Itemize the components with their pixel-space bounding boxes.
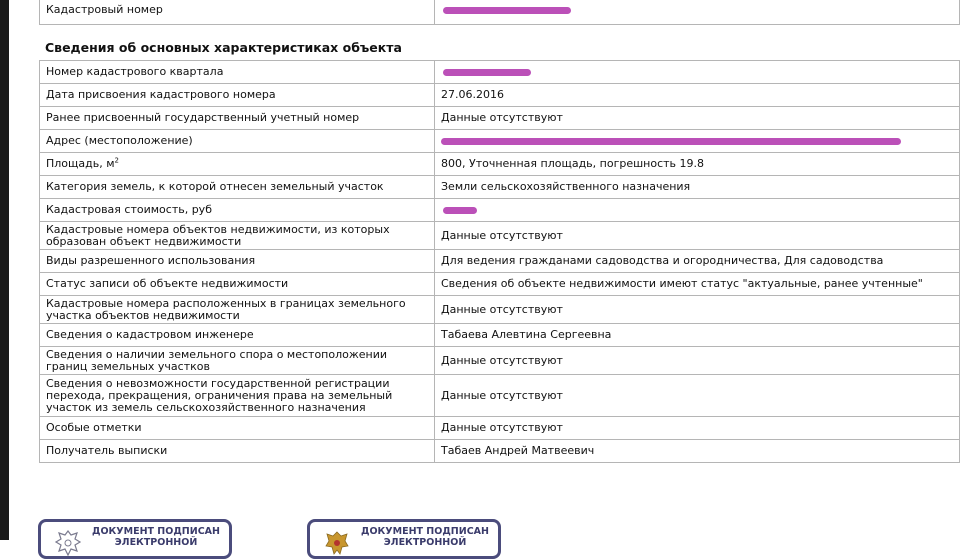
- table-row: [40, 153, 960, 176]
- row-label: Сведения о кадастровом инженере: [40, 324, 435, 347]
- row-value: Табаев Андрей Матвеевич: [435, 440, 960, 463]
- row-value: Данные отсутствуют: [435, 222, 960, 250]
- table-row: [40, 222, 960, 250]
- table-row: [40, 130, 960, 153]
- emblem-icon: [53, 528, 83, 558]
- row-label: Кадастровые номера объектов недвижимости, из которых образован объект недвижимости: [40, 222, 435, 250]
- row-value: Данные отсутствуют: [435, 417, 960, 440]
- redaction-mark: [441, 138, 901, 145]
- row-label: Виды разрешенного использования: [40, 250, 435, 273]
- area-unit-superscript: 2: [114, 156, 119, 165]
- row-label: Особые отметки: [40, 417, 435, 440]
- table-row: [40, 324, 960, 347]
- row-value: 800, Уточненная площадь, погрешность 19.8: [435, 153, 960, 176]
- badge-title: ДОКУМЕНТ ПОДПИСАН: [92, 526, 220, 537]
- row-label: Адрес (местоположение): [40, 130, 435, 153]
- row-value: 27.06.2016: [435, 84, 960, 107]
- signature-badge: [38, 519, 232, 559]
- document-page: [9, 0, 979, 548]
- row-value: [435, 130, 960, 153]
- row-value: Сведения об объекте недвижимости имеют статус "актуальные, ранее учтенные": [435, 273, 960, 296]
- redaction-mark: [443, 69, 531, 76]
- coat-of-arms-icon: [322, 528, 352, 558]
- row-label: Ранее присвоенный государственный учетный номер: [40, 107, 435, 130]
- row-label: Кадастровая стоимость, руб: [40, 199, 435, 222]
- badge-subtitle: ЭЛЕКТРОННОЙ: [383, 537, 467, 548]
- row-label: [40, 153, 435, 176]
- row-label: Сведения о невозможности государственной регистрации перехода, прекращения, ограничения права на земельный участок из земель сельскохозяйственного назначения: [40, 375, 435, 417]
- row-value: [435, 61, 960, 84]
- table-row: [40, 250, 960, 273]
- row-value: Данные отсутствуют: [435, 375, 960, 417]
- table-row: [40, 440, 960, 463]
- row-value: Земли сельскохозяйственного назначения: [435, 176, 960, 199]
- characteristics-table: [39, 60, 960, 463]
- redaction-mark: [443, 7, 571, 14]
- area-label: Площадь, м: [46, 157, 115, 170]
- table-row: [40, 375, 960, 417]
- table-row: [40, 199, 960, 222]
- table-row: [40, 61, 960, 84]
- row-label: Категория земель, к которой отнесен земельный участок: [40, 176, 435, 199]
- table-row: [40, 273, 960, 296]
- row-value: Табаева Алевтина Сергеевна: [435, 324, 960, 347]
- row-label: Кадастровые номера расположенных в границах земельного участка объектов недвижимости: [40, 296, 435, 324]
- table-row: [40, 417, 960, 440]
- badge-subtitle: ЭЛЕКТРОННОЙ: [114, 537, 198, 548]
- signature-badge: [307, 519, 501, 559]
- row-label: Статус записи об объекте недвижимости: [40, 273, 435, 296]
- badge-title: ДОКУМЕНТ ПОДПИСАН: [361, 526, 489, 537]
- row-label: Дата присвоения кадастрового номера: [40, 84, 435, 107]
- window-edge: [0, 0, 9, 540]
- row-value: Данные отсутствуют: [435, 347, 960, 375]
- table-row: [40, 107, 960, 130]
- row-value: [435, 0, 960, 25]
- row-value: [435, 199, 960, 222]
- cadastral-number-table: [39, 0, 960, 25]
- row-label: Получатель выписки: [40, 440, 435, 463]
- row-label: Номер кадастрового квартала: [40, 61, 435, 84]
- row-value: Для ведения гражданами садоводства и огородничества, Для садоводства: [435, 250, 960, 273]
- table-row: [40, 347, 960, 375]
- row-label: Сведения о наличии земельного спора о местоположении границ земельных участков: [40, 347, 435, 375]
- section-title: Сведения об основных характеристиках объекта: [45, 40, 402, 55]
- table-row: [40, 0, 960, 25]
- row-value: Данные отсутствуют: [435, 296, 960, 324]
- table-row: [40, 296, 960, 324]
- row-value: Данные отсутствуют: [435, 107, 960, 130]
- table-row: [40, 84, 960, 107]
- badge-text: [89, 526, 223, 548]
- table-row: [40, 176, 960, 199]
- badge-text: [358, 526, 492, 548]
- redaction-mark: [443, 207, 477, 214]
- row-label: Кадастровый номер: [40, 0, 435, 25]
